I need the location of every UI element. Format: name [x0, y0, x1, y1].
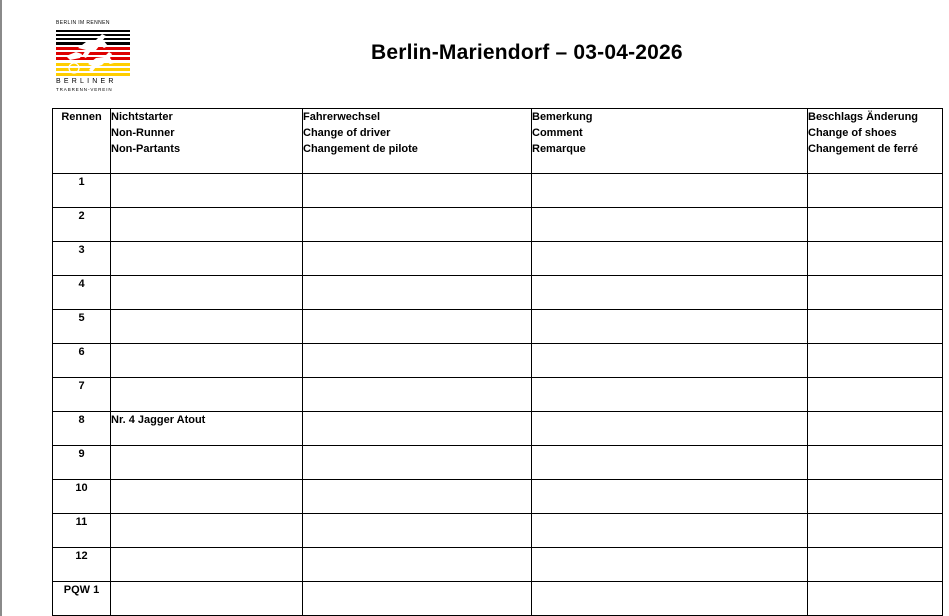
header-beschlag [808, 109, 943, 174]
race-number: 2 [53, 208, 111, 242]
nonrunner-cell [111, 344, 303, 378]
table-row [53, 412, 943, 446]
nonrunner-cell [111, 310, 303, 344]
header-fahrerwechsel-en: Change of driver [303, 127, 391, 139]
shoes-change-cell [808, 480, 943, 514]
nonrunner-cell: Nr. 4 Jagger Atout [111, 412, 303, 446]
driver-change-cell [303, 378, 532, 412]
driver-change-cell [303, 412, 532, 446]
nonrunner-cell [111, 514, 303, 548]
comment-cell [532, 548, 808, 582]
header-nichtstarter-en: Non-Runner [111, 127, 175, 139]
header-bemerkung-fr: Remarque [532, 143, 586, 155]
header-nichtstarter-de: Nichtstarter [111, 111, 173, 123]
race-number: PQW 1 [53, 582, 111, 616]
comment-cell [532, 344, 808, 378]
comment-cell [532, 480, 808, 514]
driver-change-cell [303, 174, 532, 208]
table-row [53, 548, 943, 582]
driver-change-cell [303, 276, 532, 310]
race-number: 10 [53, 480, 111, 514]
header-beschlag-fr: Changement de ferré [808, 143, 919, 155]
table-row [53, 310, 943, 344]
nonrunner-cell [111, 582, 303, 616]
table-row [53, 514, 943, 548]
nonrunner-cell [111, 208, 303, 242]
header-fahrerwechsel [303, 109, 532, 174]
race-number: 4 [53, 276, 111, 310]
nonrunner-cell [111, 548, 303, 582]
table-row [53, 480, 943, 514]
race-number: 11 [53, 514, 111, 548]
race-number: 12 [53, 548, 111, 582]
berliner-trabrenn-verein-logo [56, 20, 130, 94]
race-number: 5 [53, 310, 111, 344]
header-nichtstarter [111, 109, 303, 174]
shoes-change-cell [808, 208, 943, 242]
header-bemerkung [532, 109, 808, 174]
page-title: Berlin-Mariendorf – 03-04-2026 [371, 41, 683, 64]
shoes-change-cell [808, 582, 943, 616]
table-row [53, 208, 943, 242]
table-row [53, 446, 943, 480]
header-beschlag-en: Change of shoes [808, 127, 897, 139]
driver-change-cell [303, 310, 532, 344]
driver-change-cell [303, 208, 532, 242]
driver-change-cell [303, 548, 532, 582]
table-row [53, 242, 943, 276]
race-changes-table [52, 108, 943, 616]
comment-cell [532, 208, 808, 242]
comment-cell [532, 242, 808, 276]
driver-change-cell [303, 480, 532, 514]
logo-name: BERLINER [56, 78, 117, 85]
shoes-change-cell [808, 378, 943, 412]
nonrunner-cell [111, 276, 303, 310]
driver-change-cell [303, 242, 532, 276]
header-bemerkung-de: Bemerkung [532, 111, 593, 123]
logo-top-text: BERLIN IM RENNEN [56, 20, 110, 26]
comment-cell [532, 378, 808, 412]
race-number: 1 [53, 174, 111, 208]
shoes-change-cell [808, 548, 943, 582]
shoes-change-cell [808, 242, 943, 276]
comment-cell [532, 446, 808, 480]
shoes-change-cell [808, 276, 943, 310]
race-number: 3 [53, 242, 111, 276]
trotting-horse-flag-icon [56, 28, 130, 78]
nonrunner-cell [111, 242, 303, 276]
driver-change-cell [303, 446, 532, 480]
driver-change-cell [303, 582, 532, 616]
comment-cell [532, 412, 808, 446]
table-row [53, 582, 943, 616]
shoes-change-cell [808, 514, 943, 548]
nonrunner-cell [111, 174, 303, 208]
comment-cell [532, 514, 808, 548]
header-bemerkung-en: Comment [532, 127, 583, 139]
race-number: 8 [53, 412, 111, 446]
table-row [53, 174, 943, 208]
comment-cell [532, 276, 808, 310]
header-rennen: Rennen [53, 109, 111, 174]
header-nichtstarter-fr: Non-Partants [111, 143, 181, 155]
shoes-change-cell [808, 446, 943, 480]
table-header-row [53, 109, 943, 174]
header-fahrerwechsel-de: Fahrerwechsel [303, 111, 381, 123]
table-row [53, 378, 943, 412]
shoes-change-cell [808, 412, 943, 446]
page-left-edge [0, 0, 2, 616]
driver-change-cell [303, 514, 532, 548]
race-number: 6 [53, 344, 111, 378]
nonrunner-cell [111, 446, 303, 480]
nonrunner-cell [111, 378, 303, 412]
shoes-change-cell [808, 174, 943, 208]
driver-change-cell [303, 344, 532, 378]
race-number: 9 [53, 446, 111, 480]
table-row [53, 344, 943, 378]
table-row [53, 276, 943, 310]
comment-cell [532, 310, 808, 344]
comment-cell [532, 174, 808, 208]
logo-subtitle: TRABRENN-VEREIN [56, 87, 113, 92]
shoes-change-cell [808, 310, 943, 344]
race-number: 7 [53, 378, 111, 412]
shoes-change-cell [808, 344, 943, 378]
header-beschlag-de: Beschlags Änderung [808, 111, 919, 123]
header-fahrerwechsel-fr: Changement de pilote [303, 143, 418, 155]
nonrunner-cell [111, 480, 303, 514]
comment-cell [532, 582, 808, 616]
